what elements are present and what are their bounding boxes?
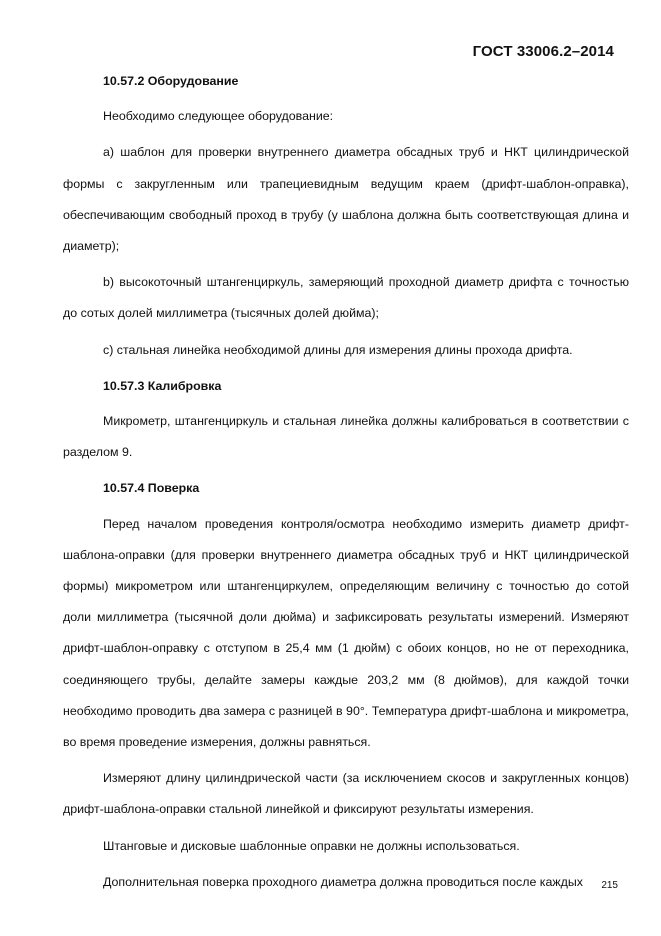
paragraph-verification-1: Перед началом проведения контроля/осмотра необходимо измерить диаметр дрифт-шаблона-оправки (для проверки внутреннего диаметра обсадных труб и НКТ цилиндрической формы) микрометром или штангенциркулем, определяющим величину с точностью до сотой доли миллиметра (тысячной доли дюйма) и зафиксировать результаты измерений. Измеряют дрифт-шаблон-оправку с отступом в 25,4 мм (1 дюйм) с обоих концов, но не от переходника, соединяющего трубы, делайте замеры каждые 203,2 мм (8 дюймов), для каждой точки необходимо проводить два замера с разницей в 90°. Температура дрифт-шаблона и микрометра, во время проведение измерения, должны равняться. bbox=[63, 516, 629, 750]
paragraph-equipment-c: с) стальная линейка необходимой длины для измерения длины прохода дрифта. bbox=[103, 342, 573, 357]
section-heading-equipment: 10.57.2 Оборудование bbox=[103, 74, 239, 88]
paragraph-equipment-b: b) высокоточный штангенциркуль, замеряющий проходной диаметр дрифта с точностью до сотых долей миллиметра (тысячных долей дюйма); bbox=[63, 275, 629, 321]
standard-header: ГОСТ 33006.2–2014 bbox=[472, 43, 614, 60]
section-heading-calibration: 10.57.3 Калибровка bbox=[103, 378, 222, 393]
document-body bbox=[63, 66, 629, 903]
paragraph-verification-4: Дополнительная поверка проходного диаметра должна проводиться после каждых bbox=[103, 874, 583, 889]
paragraph-equipment-a: а) шаблон для проверки внутреннего диаметра обсадных труб и НКТ цилиндрической формы с закругленным или трапециевидным ведущим краем (дрифт-шаблон-оправка), обеспечивающим свободный проход в трубу (у шаблона должна быть соответствующая длина и диаметр); bbox=[63, 145, 629, 254]
page-number: 215 bbox=[601, 880, 618, 891]
paragraph-equipment-intro: Необходимо следующее оборудование: bbox=[103, 109, 334, 124]
section-heading-verification: 10.57.4 Поверка bbox=[103, 481, 200, 496]
paragraph-verification-2: Измеряют длину цилиндрической части (за исключением скосов и закругленных концов) дрифт-шаблона-оправки стальной линейкой и фиксируют результаты измерения. bbox=[63, 771, 629, 817]
paragraph-calibration: Микрометр, штангенциркуль и стальная линейка должны калиброваться в соответствии с разделом 9. bbox=[63, 414, 629, 460]
paragraph-verification-3: Штанговые и дисковые шаблонные оправки не должны использоваться. bbox=[103, 838, 520, 853]
